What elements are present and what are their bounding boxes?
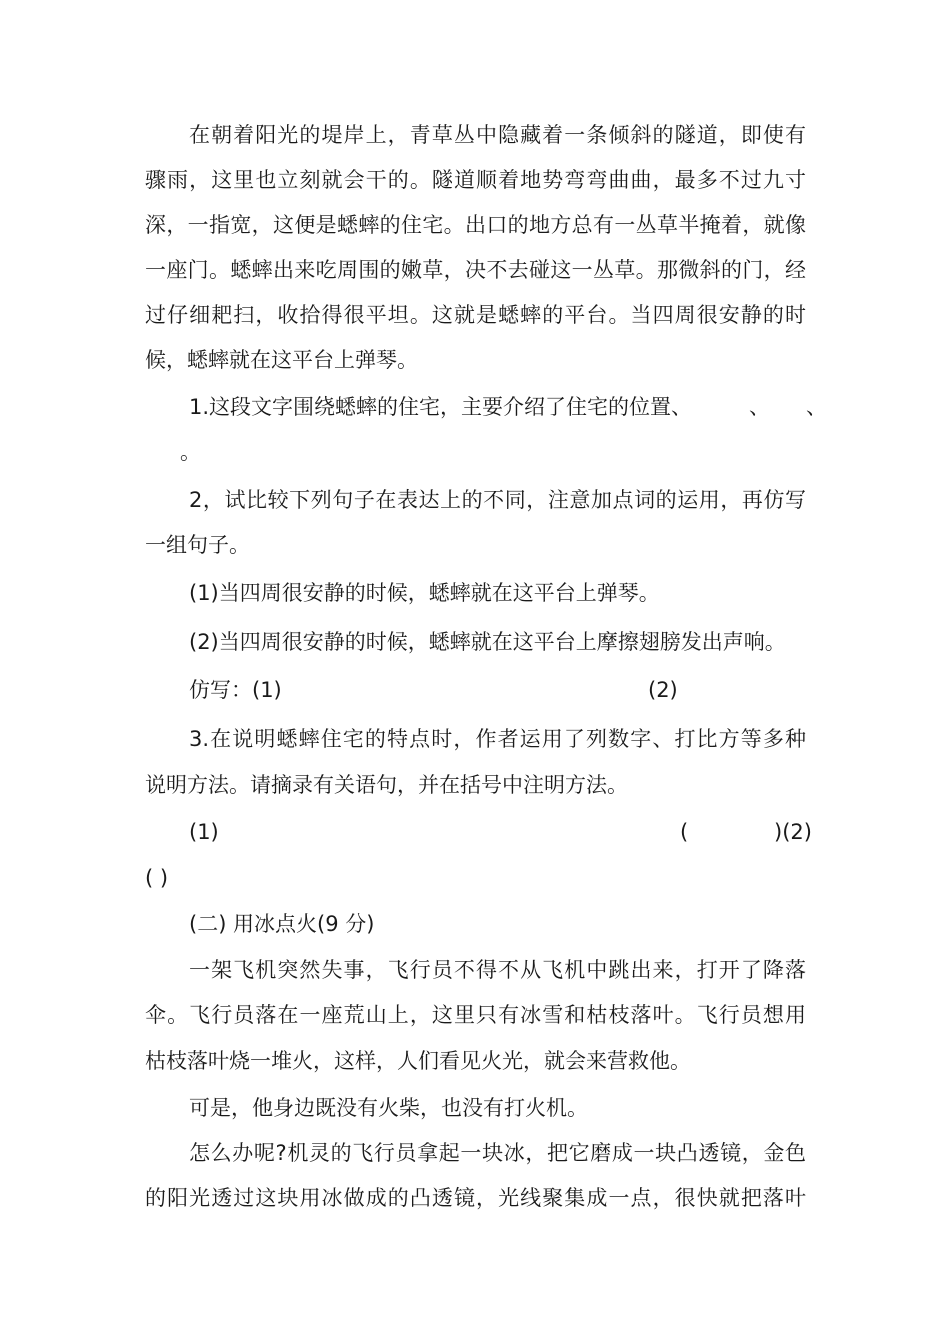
passage-line: 的阳光透过这块用冰做成的凸透镜，光线聚集成一点，很快就把落叶 [145,1186,806,1210]
passage-line: 候，蟋蟀就在这平台上弹琴。 [145,348,418,372]
method-paren-open: ( [680,820,689,844]
answer-separator: 、 [806,395,827,419]
imitate-blank-2: (2) [648,678,678,702]
passage-line: 深，一指宽，这便是蟋蟀的住宅。出口的地方总有一丛草半掩着，就像 [145,213,806,237]
answer-1-label: (1) [189,820,219,844]
question-3-continued: 说明方法。请摘录有关语句，并在括号中注明方法。 [145,773,628,797]
question-2: 2，试比较下列句子在表达上的不同，注意加点词的运用，再仿写 [189,488,806,512]
passage-line: 伞。飞行员落在一座荒山上，这里只有冰雪和枯枝落叶。飞行员想用 [145,1003,806,1027]
passage-line: 在朝着阳光的堤岸上，青草丛中隐藏着一条倾斜的隧道，即使有 [189,123,806,147]
question-2-continued: 一组句子。 [145,533,250,557]
passage-line: 一架飞机突然失事，飞行员不得不从飞机中跳出来，打开了降落 [189,958,806,982]
section-heading: (二) 用冰点火(9 分) [189,912,375,936]
passage-line: 可是，他身边既没有火柴，也没有打火机。 [189,1096,588,1120]
passage-line: 一座门。蟋蟀出来吃周围的嫩草，决不去碰这一丛草。那微斜的门，经 [145,258,806,282]
method-paren-close-answer-2: )(2) [774,820,812,844]
imitate-label: 仿写：(1) [189,678,282,702]
example-sentence-1: (1)当四周很安静的时候，蟋蟀就在这平台上弹琴。 [189,581,660,605]
passage-line: 过仔细耙扫，收拾得很平坦。这就是蟋蟀的平台。当四周很安静的时 [145,303,806,327]
method-paren-pair: ( ) [145,866,169,890]
answer-separator: 、 [749,395,770,419]
example-sentence-2: (2)当四周很安静的时候，蟋蟀就在这平台上摩擦翅膀发出声响。 [189,630,786,654]
answer-terminator: 。 [180,440,201,464]
question-1: 1.这段文字围绕蟋蟀的住宅，主要介绍了住宅的位置、 [189,395,693,419]
passage-line: 枯枝落叶烧一堆火，这样，人们看见火光，就会来营救他。 [145,1049,691,1073]
question-3: 3.在说明蟋蟀住宅的特点时，作者运用了列数字、打比方等多种 [189,727,806,751]
passage-line: 怎么办呢?机灵的飞行员拿起一块冰，把它磨成一块凸透镜，金色 [189,1141,806,1165]
passage-line: 骤雨，这里也立刻就会干的。隧道顺着地势弯弯曲曲，最多不过九寸 [145,168,806,192]
